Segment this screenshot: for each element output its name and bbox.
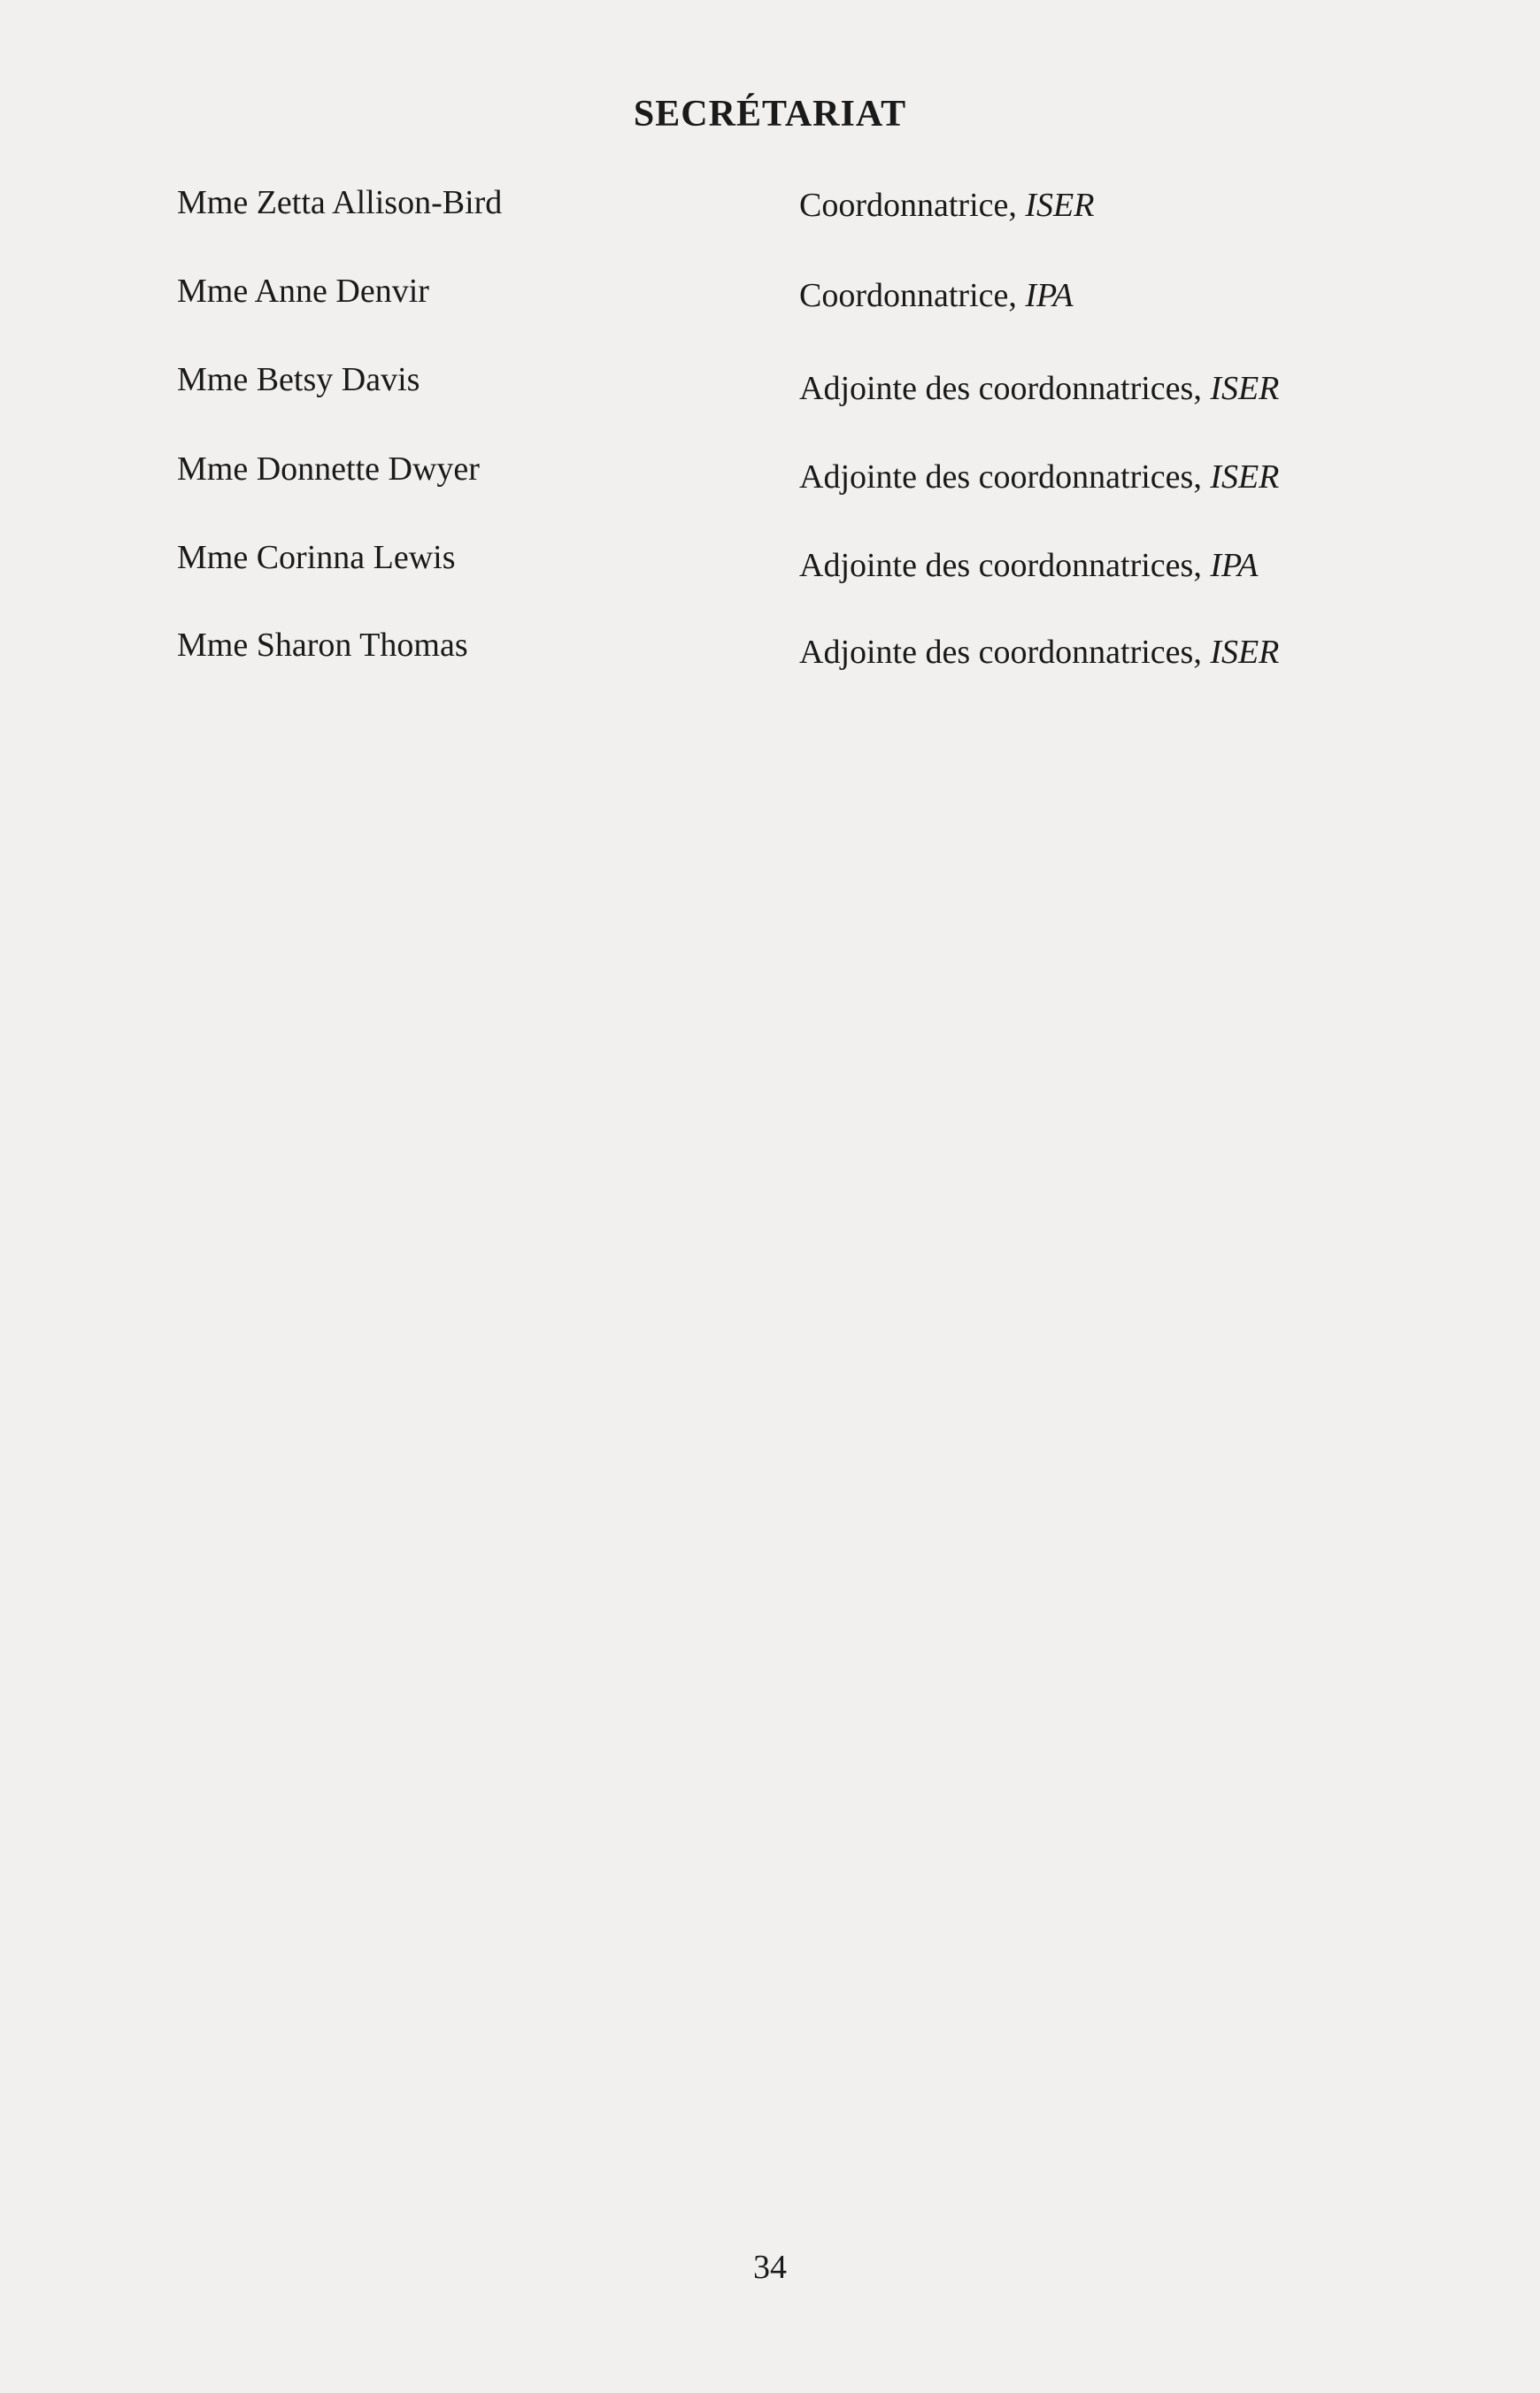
member-name: Mme Anne Denvir	[177, 273, 429, 310]
member-name: Mme Betsy Davis	[177, 361, 420, 398]
member-name: Mme Zetta Allison-Bird	[177, 184, 503, 221]
role-text: Coordonnatrice,	[799, 277, 1026, 314]
page-number: 34	[753, 2249, 787, 2286]
role-text: Coordonnatrice,	[799, 187, 1026, 224]
role-text: Adjointe des coordonnatrices,	[799, 634, 1211, 671]
member-name: Mme Sharon Thomas	[177, 627, 468, 664]
member-name: Mme Corinna Lewis	[177, 539, 456, 576]
member-role	[799, 276, 1074, 315]
role-text: Adjointe des coordonnatrices,	[799, 370, 1211, 407]
role-org: ISER	[1025, 187, 1095, 224]
member-role	[799, 369, 1279, 408]
role-org: ISER	[1210, 458, 1280, 496]
role-text: Adjointe des coordonnatrices,	[799, 547, 1211, 584]
member-role	[799, 546, 1259, 585]
page-title: SECRÉTARIAT	[633, 94, 907, 135]
role-org: ISER	[1210, 634, 1280, 671]
member-role	[799, 633, 1279, 672]
member-role	[799, 458, 1279, 496]
role-org: ISER	[1210, 370, 1280, 407]
member-name: Mme Donnette Dwyer	[177, 450, 480, 488]
member-role	[799, 186, 1094, 225]
role-org: IPA	[1025, 277, 1074, 314]
role-org: IPA	[1210, 547, 1259, 584]
role-text: Adjointe des coordonnatrices,	[799, 458, 1211, 496]
